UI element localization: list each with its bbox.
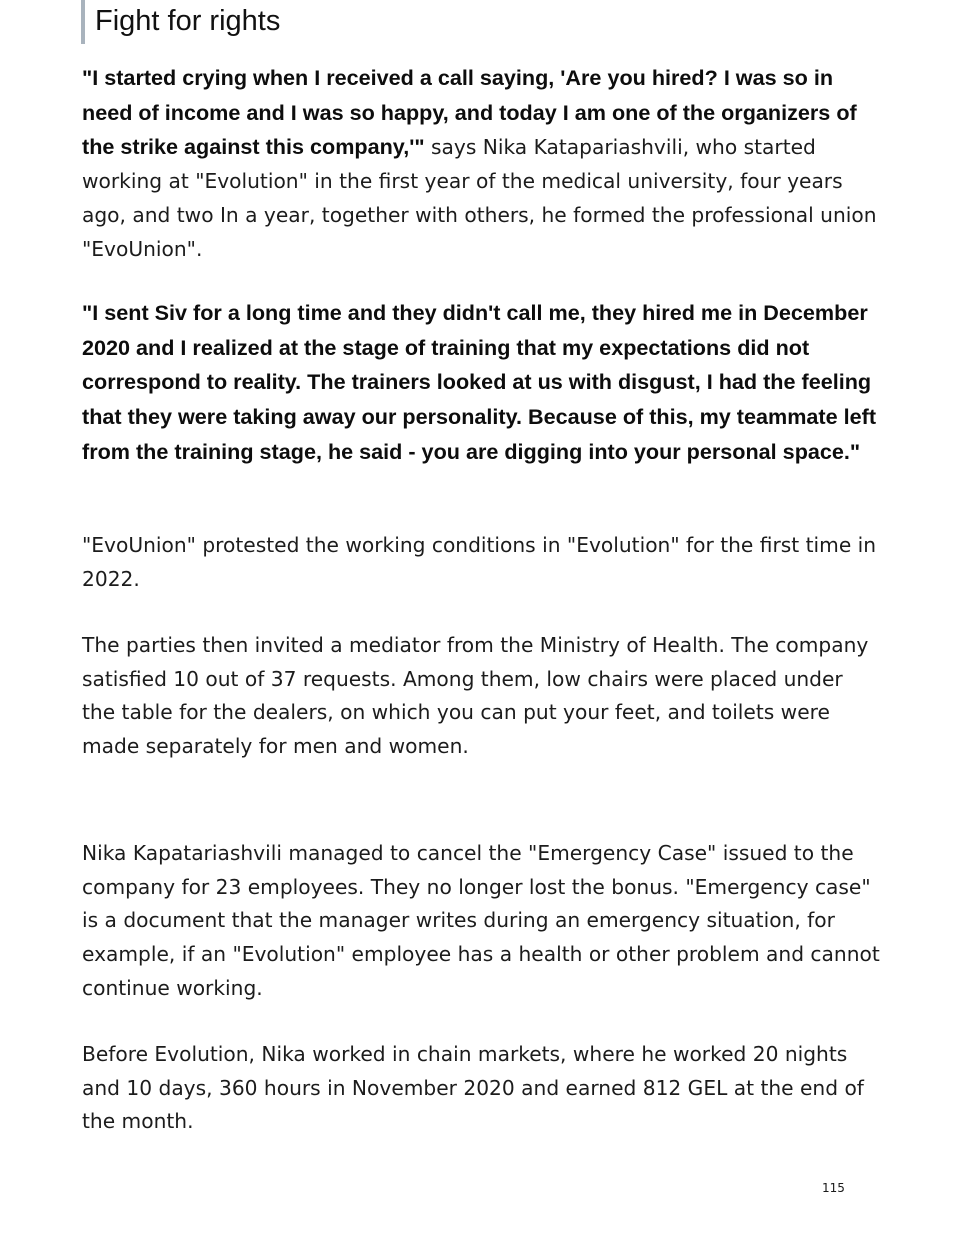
paragraph-training-quote: [82, 296, 882, 470]
page-number: 115: [822, 1181, 845, 1195]
paragraph-text: The parties then invited a mediator from the Ministry of Health. The company satisfied 10 out of 37 requests. Among them, low chairs were placed under the table for the dealers, on which you can put your feet, and toilets were made separately for men and women.: [82, 633, 869, 759]
heading-accent-bar: [81, 0, 85, 44]
paragraph-evounion-protest: [82, 529, 882, 596]
paragraph-text: Nika Kapatariashvili managed to cancel the "Emergency Case" issued to the company for 23 employees. They no longer lost the bonus. "Emergency case" is a document that the manager writes during an emergency situation, for example, if an "Evolution" employee has a health or other problem and cannot continue working.: [82, 841, 880, 1000]
paragraph-chain-markets: [82, 1038, 882, 1139]
quote-training-experience: "I sent Siv for a long time and they didn't call me, they hired me in December 2020 and I realized at the stage of training that my expectations did not correspond to reality. The trainers looked at us with disgust, I had the feeling that they were taking away our personality. Because of this, my teammate left from the training stage, he said - you are digging into your personal space.": [82, 300, 877, 464]
paragraph-mediator: [82, 629, 882, 764]
section-heading: Fight for rights: [95, 5, 281, 37]
quote-hired-call: "I started crying when I received a call saying, 'Are you hired? I was so in need of income and I was so happy, and today I am one of the organizers of the strike against this company,'": [82, 65, 857, 160]
paragraph-text: "EvoUnion" protested the working conditions in "Evolution" for the first time in 2022.: [82, 533, 877, 591]
paragraph-nika-quote-intro: [82, 61, 882, 266]
paragraph-emergency-case: [82, 837, 882, 1006]
paragraph-text: Before Evolution, Nika worked in chain markets, where he worked 20 nights and 10 days, 360 hours in November 2020 and earned 812 GEL at the end of the month.: [82, 1042, 864, 1134]
paragraph-text: says Nika Katapariashvili, who started working at "Evolution" in the first year of the medical university, four years ago, and two In a year, together with others, he formed the professional union "EvoUnion".: [82, 135, 877, 261]
